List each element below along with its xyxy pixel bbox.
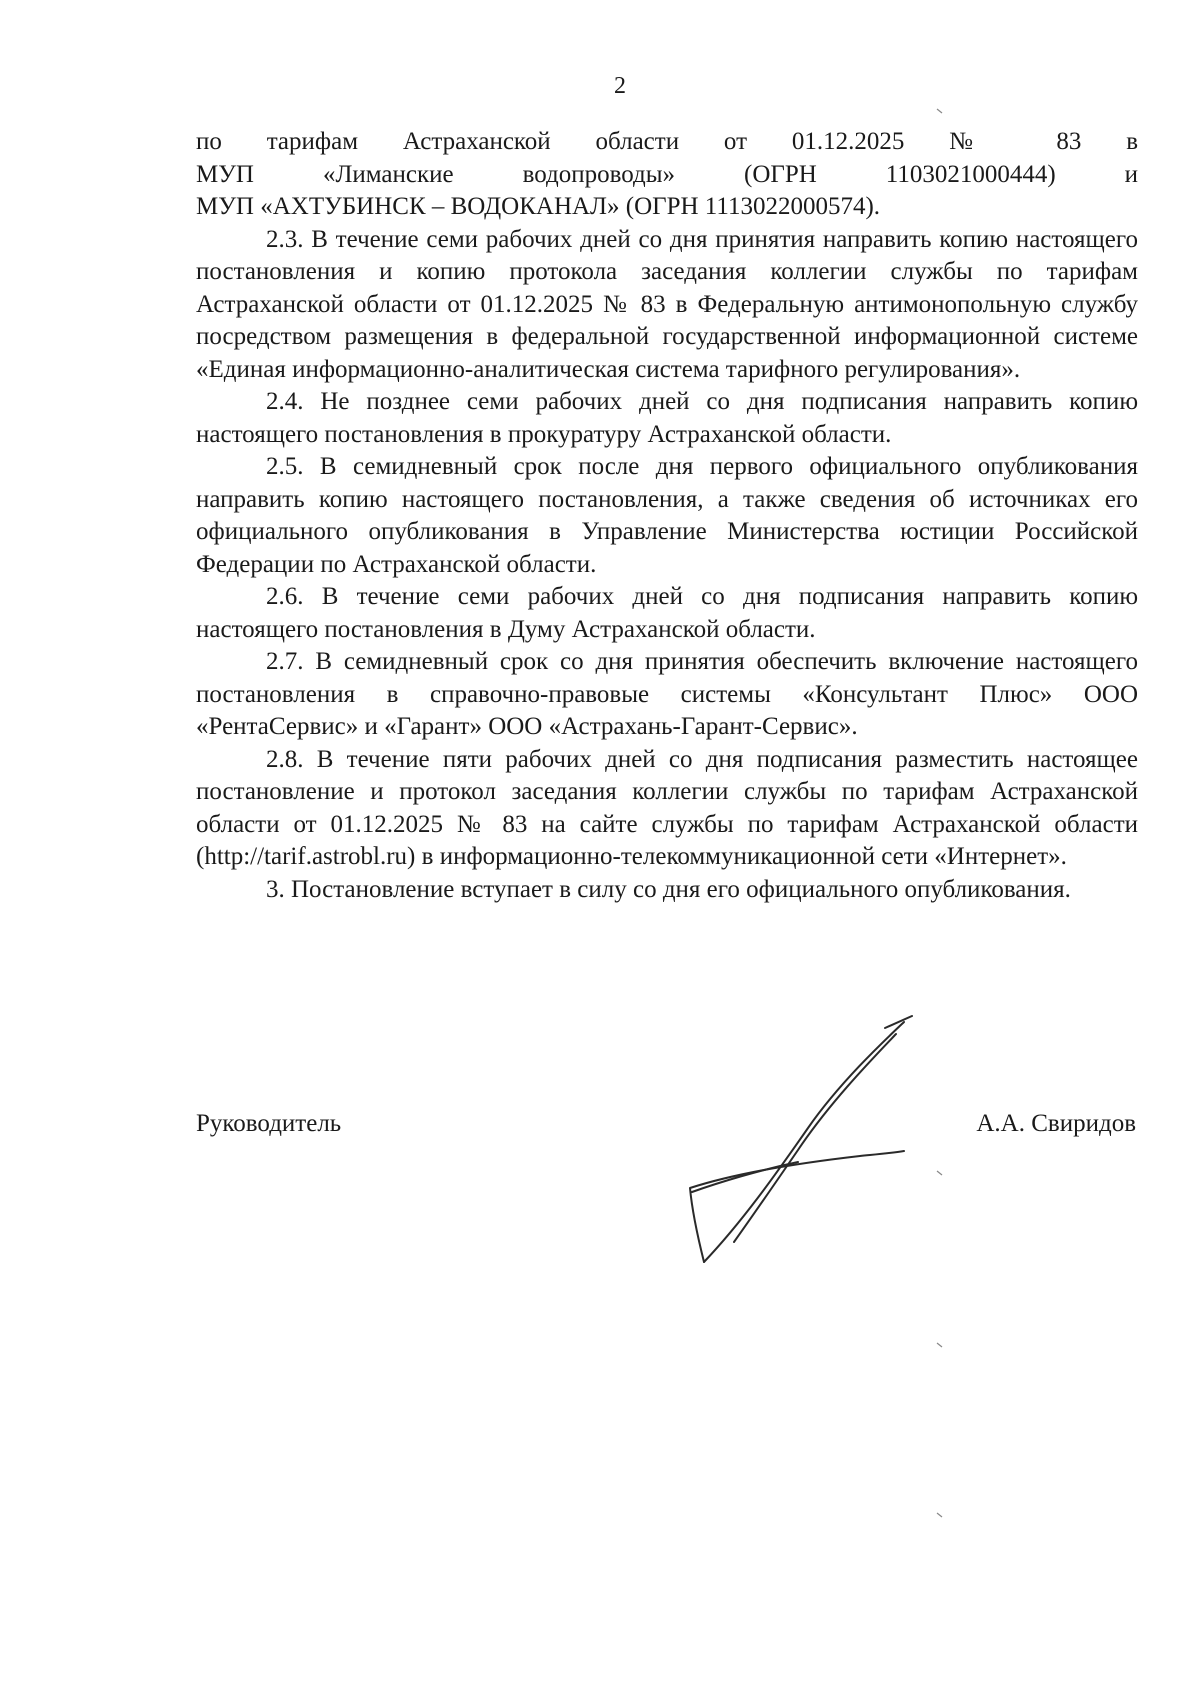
scan-speck <box>936 1512 944 1518</box>
scan-speck <box>936 1342 944 1348</box>
paragraph-2-6: 2.6. В течение семи рабочих дней со дня подписания направить копию настоящего постановления в Думу Астраханской области. <box>196 583 1138 643</box>
scan-speck <box>936 1170 944 1176</box>
paragraph-continuation-line-3: МУП «АХТУБИНСК – ВОДОКАНАЛ» (ОГРН 1113022000574). <box>196 193 881 220</box>
paragraph-continuation-line-1: по тарифам Астраханской области от 01.12.2025 № 83 в <box>196 128 1138 155</box>
signer-name: А.А. Свиридов <box>976 1110 1136 1137</box>
document-body <box>196 126 1138 906</box>
paragraph-2-7: 2.7. В семидневный срок со дня принятия обеспечить включение настоящего постановления в справочно-правовые системы «Консультант Плюс» ООО «РентаСервис» и «Гарант» ООО «Астрахань-Гарант-Сервис». <box>196 648 1138 740</box>
paragraph-2-4: 2.4. Не позднее семи рабочих дней со дня подписания направить копию настоящего постановления в прокуратуру Астраханской области. <box>196 388 1138 448</box>
paragraph-2-8: 2.8. В течение пяти рабочих дней со дня подписания разместить настоящее постановление и протокол заседания коллегии службы по тарифам Астраханской области от 01.12.2025 № 83 на сайте службы по тарифам Астраханской области (http://tarif.astrobl.ru) в информационно-телекоммуникационной сети «Интернет». <box>196 745 1138 870</box>
paragraph-2-3: 2.3. В течение семи рабочих дней со дня принятия направить копию настоящего постановления и копию протокола заседания коллегии службы по тарифам Астраханской области от 01.12.2025 № 83 в Федеральную антимонопольную службу посредством размещения в федеральной государственной информационной системе «Единая информационно-аналитическая система тарифного регулирования». <box>196 225 1138 383</box>
page-number: 2 <box>614 73 626 99</box>
paragraph-2-5: 2.5. В семидневный срок после дня первого официального опубликования направить копию настоящего постановления, а также сведения об источниках его официального опубликования в Управление Министерства юстиции Российской Федерации по Астраханской области. <box>196 453 1138 578</box>
signer-title: Руководитель <box>196 1110 342 1137</box>
paragraph-continuation-line-2: МУП «Лиманские водопроводы» (ОГРН 1103021000444) и <box>196 160 1138 188</box>
paragraph-3: 3. Постановление вступает в силу со дня его официального опубликования. <box>266 875 1071 903</box>
handwritten-signature <box>680 1010 940 1280</box>
scan-speck <box>936 108 944 114</box>
